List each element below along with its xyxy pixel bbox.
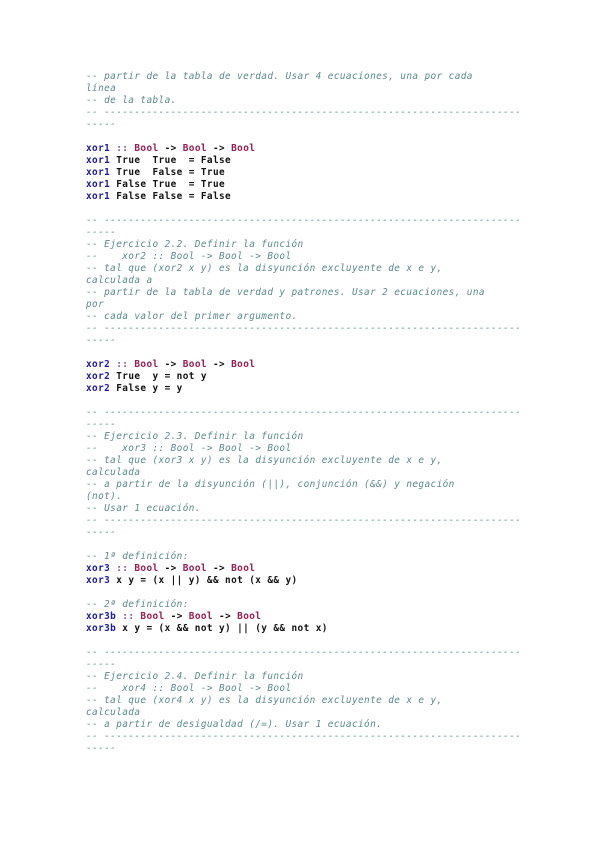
comment-line: -- de la tabla. <box>86 95 177 106</box>
comment-line: -- --------------------------------------------------------------------- <box>86 647 522 658</box>
blank-line <box>86 131 566 143</box>
comment-line: -- tal que (xor4 x y) es la disyunción excluyente de x e y, <box>86 695 443 706</box>
blank-line <box>86 395 566 407</box>
comment-line: -- --------------------------------------------------------------------- <box>86 515 522 526</box>
blank-line <box>86 347 566 359</box>
comment-line: (not). <box>86 491 123 502</box>
code-line: xor1 True True = False <box>86 155 232 166</box>
code-line: xor1 :: Bool -> Bool -> Bool <box>86 143 256 154</box>
comment-line: -- xor3 :: Bool -> Bool -> Bool <box>86 443 292 454</box>
comment-line: ----- <box>86 227 117 238</box>
code-line: xor2 True y = not y <box>86 371 207 382</box>
comment-line: -- partir de la tabla de verdad. Usar 4 ecuaciones, una por cada <box>86 71 473 82</box>
code-line: xor3b x y = (x && not y) || (y && not x) <box>86 623 328 634</box>
comment-line: por <box>86 299 105 310</box>
code-line: xor3 :: Bool -> Bool -> Bool <box>86 563 256 574</box>
comment-line: -- --------------------------------------------------------------------- <box>86 107 522 118</box>
comment-line: -- xor2 :: Bool -> Bool -> Bool <box>86 251 292 262</box>
comment-line: ----- <box>86 119 117 130</box>
code-line: xor2 :: Bool -> Bool -> Bool <box>86 359 256 370</box>
comment-line: ----- <box>86 419 117 430</box>
comment-line: -- Ejercicio 2.4. Definir la función <box>86 671 304 682</box>
comment-line: -- --------------------------------------------------------------------- <box>86 215 522 226</box>
comment-line: línea <box>86 83 117 94</box>
comment-line: -- 2ª definición: <box>86 599 189 610</box>
comment-line: -- a partir de la disyunción (||), conjunción (&&) y negación <box>86 479 455 490</box>
comment-line: calculada <box>86 467 141 478</box>
blank-line <box>86 203 566 215</box>
comment-line: -- 1ª definición: <box>86 551 189 562</box>
comment-line: ----- <box>86 659 117 670</box>
document-body <box>86 71 566 755</box>
code-line: xor2 False y = y <box>86 383 183 394</box>
comment-line: calculada a <box>86 275 153 286</box>
blank-line <box>86 635 566 647</box>
code-line: xor1 True False = True <box>86 167 226 178</box>
blank-line <box>86 587 566 599</box>
comment-line: -- partir de la tabla de verdad y patrones. Usar 2 ecuaciones, una <box>86 287 485 298</box>
comment-line: -- a partir de desigualdad (/=). Usar 1 ecuación. <box>86 719 383 730</box>
comment-line: -- --------------------------------------------------------------------- <box>86 323 522 334</box>
comment-line: ----- <box>86 743 117 754</box>
code-line: xor3b :: Bool -> Bool -> Bool <box>86 611 262 622</box>
comment-line: -- --------------------------------------------------------------------- <box>86 731 522 742</box>
comment-line: -- tal que (xor3 x y) es la disyunción excluyente de x e y, <box>86 455 443 466</box>
code-line: xor1 False True = True <box>86 179 226 190</box>
code-line: xor3 x y = (x || y) && not (x && y) <box>86 575 298 586</box>
comment-line: ----- <box>86 335 117 346</box>
comment-line: -- Ejercicio 2.3. Definir la función <box>86 431 304 442</box>
comment-line: -- Usar 1 ecuación. <box>86 503 201 514</box>
code-line: xor1 False False = False <box>86 191 232 202</box>
comment-line: -- xor4 :: Bool -> Bool -> Bool <box>86 683 292 694</box>
blank-line <box>86 539 566 551</box>
comment-line: -- --------------------------------------------------------------------- <box>86 407 522 418</box>
comment-line: -- Ejercicio 2.2. Definir la función <box>86 239 304 250</box>
comment-line: ----- <box>86 527 117 538</box>
comment-line: -- cada valor del primer argumento. <box>86 311 298 322</box>
comment-line: calculada <box>86 707 141 718</box>
comment-line: -- tal que (xor2 x y) es la disyunción excluyente de x e y, <box>86 263 443 274</box>
